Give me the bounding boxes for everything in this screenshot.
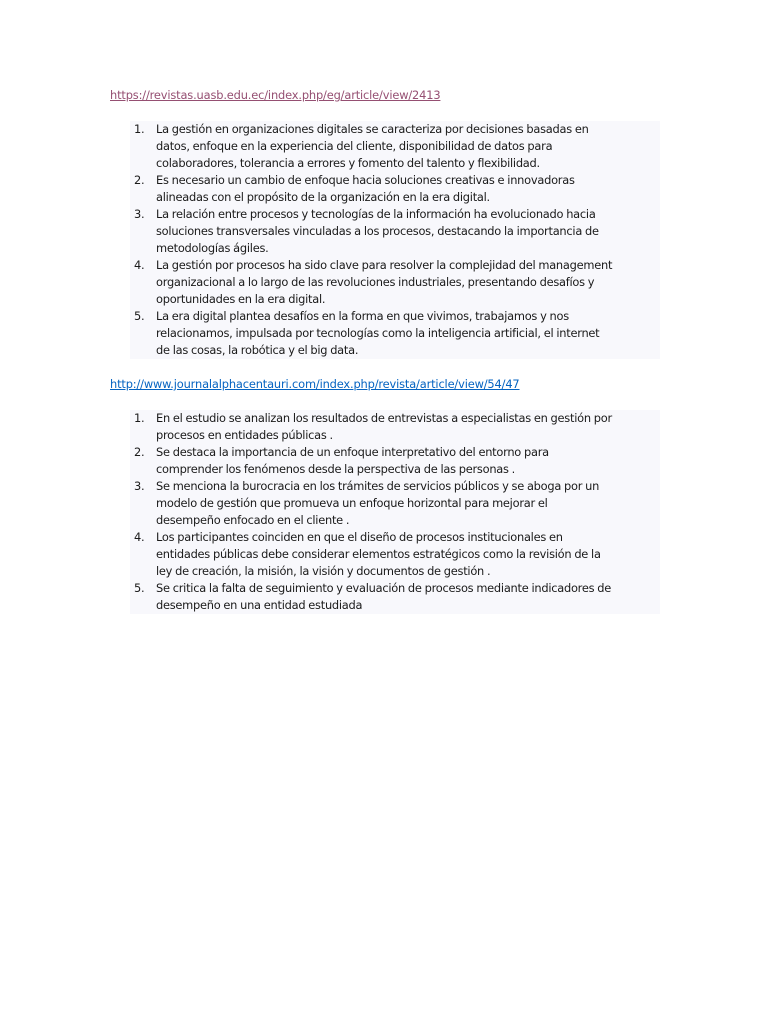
item-number: 5. (134, 581, 145, 595)
text-line: Se critica la falta de seguimiento y evaluación de procesos mediante indicadores de (156, 581, 612, 595)
item-number: 4. (134, 530, 145, 544)
text-line: Se destaca la importancia de un enfoque interpretativo del entorno para (156, 445, 549, 459)
item-text (156, 308, 660, 359)
item-number: 5. (134, 309, 145, 323)
text-line: La era digital plantea desafíos en la forma en que vivimos, trabajamos y nos (156, 309, 569, 323)
list-item (130, 308, 660, 359)
item-number: 4. (134, 258, 145, 272)
list-item (130, 121, 660, 172)
text-line: Los participantes coinciden en que el diseño de procesos institucionales en (156, 530, 563, 544)
item-text (156, 257, 660, 308)
text-line: alineadas con el propósito de la organización en la era digital. (156, 190, 490, 204)
list-item (130, 529, 660, 580)
text-line: relacionamos, impulsada por tecnologías como la inteligencia artificial, el internet (156, 326, 600, 340)
text-line: entidades públicas debe considerar elementos estratégicos como la revisión de la (156, 547, 601, 561)
text-line: soluciones transversales vinculadas a los procesos, destacando la importancia de (156, 224, 599, 238)
item-text (156, 478, 660, 529)
source-link-1[interactable]: https://revistas.uasb.edu.ec/index.php/eg/article/view/2413 (110, 88, 441, 102)
text-line: comprender los fenómenos desde la perspectiva de las personas . (156, 462, 516, 476)
list-item (130, 444, 660, 478)
text-line: metodologías ágiles. (156, 241, 269, 255)
text-line: La relación entre procesos y tecnologías de la información ha evolucionado hacia (156, 207, 596, 221)
text-line: modelo de gestión que promueva un enfoque horizontal para mejorar el (156, 496, 548, 510)
text-line: procesos en entidades públicas . (156, 428, 333, 442)
summary-list-2 (130, 410, 660, 614)
list-item (130, 172, 660, 206)
text-line: datos, enfoque en la experiencia del cliente, disponibilidad de datos para (156, 139, 553, 153)
item-text (156, 172, 660, 206)
text-line: Se menciona la burocracia en los trámites de servicios públicos y se aboga por un (156, 479, 600, 493)
item-number: 3. (134, 207, 145, 221)
text-line: desempeño en una entidad estudiada (156, 598, 363, 612)
list-item (130, 257, 660, 308)
item-text (156, 121, 660, 172)
source-link-2[interactable]: http://www.journalalphacentauri.com/index.php/revista/article/view/54/47 (110, 377, 520, 391)
item-text (156, 580, 660, 614)
list-item (130, 478, 660, 529)
item-number: 1. (134, 122, 145, 136)
list-item (130, 580, 660, 614)
text-line: La gestión por procesos ha sido clave para resolver la complejidad del management (156, 258, 613, 272)
item-text (156, 444, 660, 478)
text-line: Es necesario un cambio de enfoque hacia soluciones creativas e innovadoras (156, 173, 575, 187)
list-item (130, 206, 660, 257)
text-line: de las cosas, la robótica y el big data. (156, 343, 359, 357)
summary-list-1 (130, 121, 660, 359)
list-item (130, 410, 660, 444)
item-number: 3. (134, 479, 145, 493)
text-line: ley de creación, la misión, la visión y documentos de gestión . (156, 564, 491, 578)
text-line: desempeño enfocado en el cliente . (156, 513, 350, 527)
item-text (156, 529, 660, 580)
item-number: 2. (134, 173, 145, 187)
item-text (156, 206, 660, 257)
text-line: organizacional a lo largo de las revoluciones industriales, presentando desafíos y (156, 275, 595, 289)
text-line: En el estudio se analizan los resultados de entrevistas a especialistas en gestión por (156, 411, 612, 425)
item-number: 1. (134, 411, 145, 425)
text-line: oportunidades en la era digital. (156, 292, 326, 306)
item-text (156, 410, 660, 444)
item-number: 2. (134, 445, 145, 459)
text-line: La gestión en organizaciones digitales se caracteriza por decisiones basadas en (156, 122, 589, 136)
text-line: colaboradores, tolerancia a errores y fomento del talento y flexibilidad. (156, 156, 540, 170)
